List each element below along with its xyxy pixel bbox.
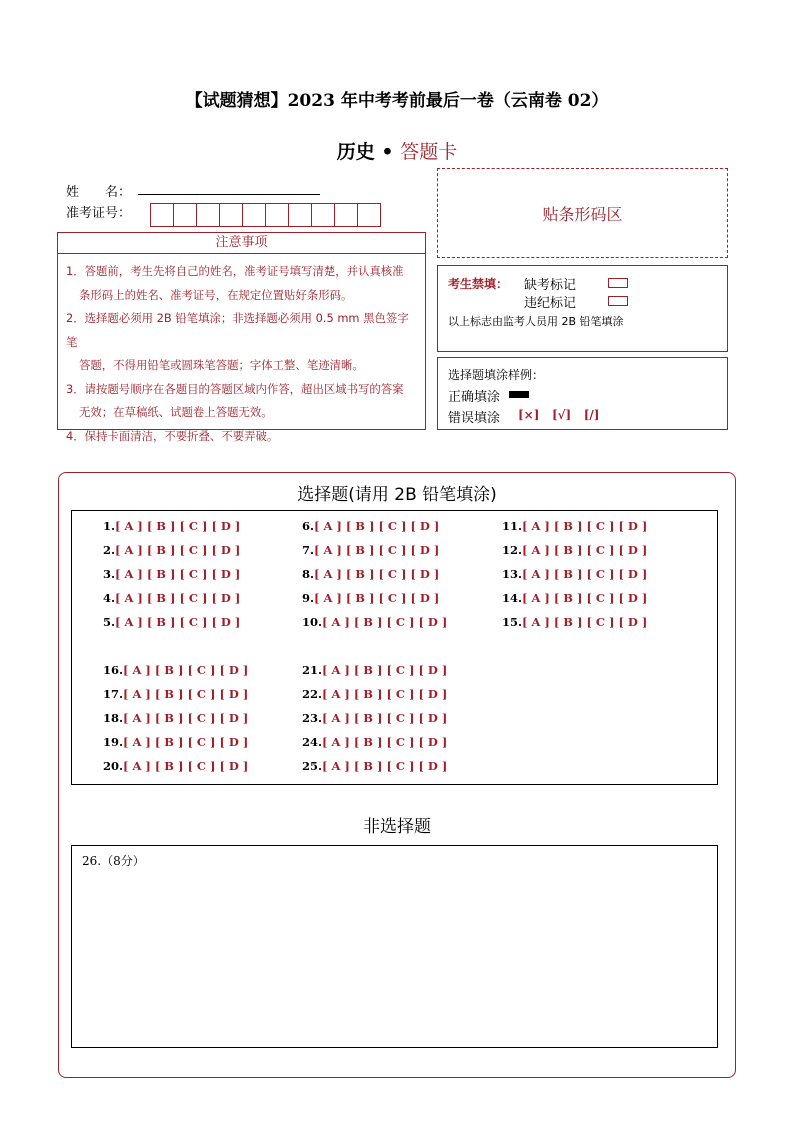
choice-question [103,567,240,581]
question-26-answer-area[interactable] [71,845,718,1048]
notice-list [57,253,426,443]
question-number: 5. [103,615,116,629]
question-number: 7. [302,543,315,557]
choice-question [103,591,240,605]
question-number: 4. [103,591,116,605]
question-number: 8. [302,567,315,581]
answer-options[interactable]: [ A ] [ B ] [ C ] [ D ] [123,687,249,701]
question-number: 22. [302,687,323,701]
question-number: 3. [103,567,116,581]
choice-question [103,687,248,701]
question-number: 16. [103,663,124,677]
choice-question [302,663,447,677]
forbid-label: 考生禁填： [448,277,509,291]
question-number: 10. [302,615,323,629]
choice-question [302,735,447,749]
question-number: 25. [302,759,323,773]
choice-question [103,759,248,773]
exam-id-boxes[interactable] [150,203,380,227]
wrong-fill-samples: [×] [√] [/] [518,408,600,422]
notice-item-1-cont: 条形码上的姓名、准考证号，在规定位置贴好条形码。 [79,287,353,302]
separator-dot: • [381,141,394,163]
answer-options[interactable]: [ A ] [ B ] [ C ] [ D ] [123,711,249,725]
choice-question [502,615,647,629]
answer-options[interactable]: [ A ] [ B ] [ C ] [ D ] [123,759,249,773]
essay-section-title: 非选择题 [363,817,431,837]
answer-options[interactable]: [ A ] [ B ] [ C ] [ D ] [115,543,241,557]
choice-question [103,519,240,533]
answer-options[interactable]: [ A ] [ B ] [ C ] [ D ] [115,567,241,581]
choice-question [302,543,439,557]
sample-heading: 选择题填涂样例： [448,368,545,382]
card-name: 答题卡 [400,141,458,163]
answer-options[interactable]: [ A ] [ B ] [ C ] [ D ] [522,591,648,605]
notice-item-4: 4．保持卡面清洁，不要折叠、不要弄破。 [66,428,279,443]
answer-options[interactable]: [ A ] [ B ] [ C ] [ D ] [322,615,448,629]
question-number: 19. [103,735,124,749]
choice-question [103,543,240,557]
choice-question [103,615,240,629]
choice-question [103,735,248,749]
choice-question [302,519,439,533]
page-title: 【试题猜想】2023 年中考考前最后一卷（云南卷 02） [185,91,609,111]
forbid-note: 以上标志由监考人员用 2B 铅笔填涂 [448,315,624,328]
choice-question [103,711,248,725]
exam-id-digit-box[interactable] [196,203,220,227]
notice-item-1: 1．答题前，考生先将自己的姓名，准考证号填写清楚，并认真核准 [66,264,404,278]
choice-question [302,591,439,605]
question-number: 2. [103,543,116,557]
choice-question [502,543,647,557]
choice-section-title: 选择题(请用 2B 铅笔填涂) [297,485,497,505]
choice-question [502,519,647,533]
question-number: 18. [103,711,124,725]
choice-question [302,759,447,773]
exam-id-digit-box[interactable] [242,203,266,227]
violation-mark-box[interactable] [608,296,628,306]
choice-grid [71,510,718,785]
answer-options[interactable]: [ A ] [ B ] [ C ] [ D ] [123,735,249,749]
question-number: 23. [302,711,323,725]
question-number: 20. [103,759,124,773]
exam-id-digit-box[interactable] [334,203,358,227]
question-number: 17. [103,687,124,701]
question-number: 24. [302,735,323,749]
choice-question [302,567,439,581]
question-number: 9. [302,591,315,605]
correct-fill-sample [509,391,529,398]
question-number: 1. [103,519,116,533]
answer-options[interactable]: [ A ] [ B ] [ C ] [ D ] [522,615,648,629]
notice-item-3-cont: 无效；在草稿纸、试题卷上答题无效。 [79,405,273,419]
wrong-fill-label: 错误填涂 [448,411,501,426]
notice-item-2-cont: 答题，不得用铅笔或圆珠笔答题；字体工整、笔迹清晰。 [79,358,364,372]
exam-id-label: 准考证号： [66,206,132,221]
answer-options[interactable]: [ A ] [ B ] [ C ] [ D ] [314,591,440,605]
answer-options[interactable]: [ A ] [ B ] [ C ] [ D ] [314,567,440,581]
correct-fill-label: 正确填涂 [448,390,501,405]
answer-options[interactable]: [ A ] [ B ] [ C ] [ D ] [115,591,241,605]
exam-id-digit-box[interactable] [311,203,335,227]
examiner-only-box [437,265,728,352]
card-subtitle [0,137,794,164]
exam-id-digit-box[interactable] [173,203,197,227]
answer-options[interactable]: [ A ] [ B ] [ C ] [ D ] [123,663,249,677]
name-field[interactable] [138,194,320,195]
answer-options[interactable]: [ A ] [ B ] [ C ] [ D ] [522,519,648,533]
violation-mark-label: 违纪标记 [524,296,577,311]
question-number: 6. [302,519,315,533]
choice-question [302,615,447,629]
answer-options[interactable]: [ A ] [ B ] [ C ] [ D ] [322,711,448,725]
answer-options[interactable]: [ A ] [ B ] [ C ] [ D ] [115,615,241,629]
barcode-label: 贴条形码区 [542,204,623,224]
answer-options[interactable]: [ A ] [ B ] [ C ] [ D ] [322,663,448,677]
answer-options[interactable]: [ A ] [ B ] [ C ] [ D ] [314,543,440,557]
choice-question [103,663,248,677]
notice-item-3: 3．请按题号顺序在各题目的答题区域内作答，超出区域书写的答案 [66,381,404,396]
answer-options[interactable]: [ A ] [ B ] [ C ] [ D ] [322,735,448,749]
absent-mark-box[interactable] [608,278,628,288]
answer-options[interactable]: [ A ] [ B ] [ C ] [ D ] [322,759,448,773]
question-number: 14. [502,591,523,605]
exam-id-digit-box[interactable] [357,203,381,227]
subject-name: 历史 [336,141,375,163]
answer-options[interactable]: [ A ] [ B ] [ C ] [ D ] [522,567,648,581]
question-number: 11. [502,519,523,533]
choice-question [502,567,647,581]
exam-id-digit-box[interactable] [288,203,312,227]
question-number: 21. [302,663,323,677]
answer-options[interactable]: [ A ] [ B ] [ C ] [ D ] [314,519,440,533]
answer-options[interactable]: [ A ] [ B ] [ C ] [ D ] [322,687,448,701]
choice-question [302,687,447,701]
barcode-area [437,168,728,258]
notice-item-2: 2．选择题必须用 2B 铅笔填涂；非选择题必须用 0.5 mm 黑色签字笔 [66,311,409,349]
answer-options[interactable]: [ A ] [ B ] [ C ] [ D ] [522,543,648,557]
answer-options[interactable]: [ A ] [ B ] [ C ] [ D ] [115,519,241,533]
question-26-label: 26.（8分） [82,854,145,868]
notice-heading: 注意事项 [57,232,426,254]
exam-id-digit-box[interactable] [265,203,289,227]
question-number: 12. [502,543,523,557]
exam-id-digit-box[interactable] [150,203,174,227]
choice-question [302,711,447,725]
question-number: 15. [502,615,523,629]
choice-question [502,591,647,605]
exam-id-digit-box[interactable] [219,203,243,227]
fill-sample-box [437,357,728,430]
name-label: 姓 名： [66,185,132,200]
absent-mark-label: 缺考标记 [524,278,577,293]
question-number: 13. [502,567,523,581]
